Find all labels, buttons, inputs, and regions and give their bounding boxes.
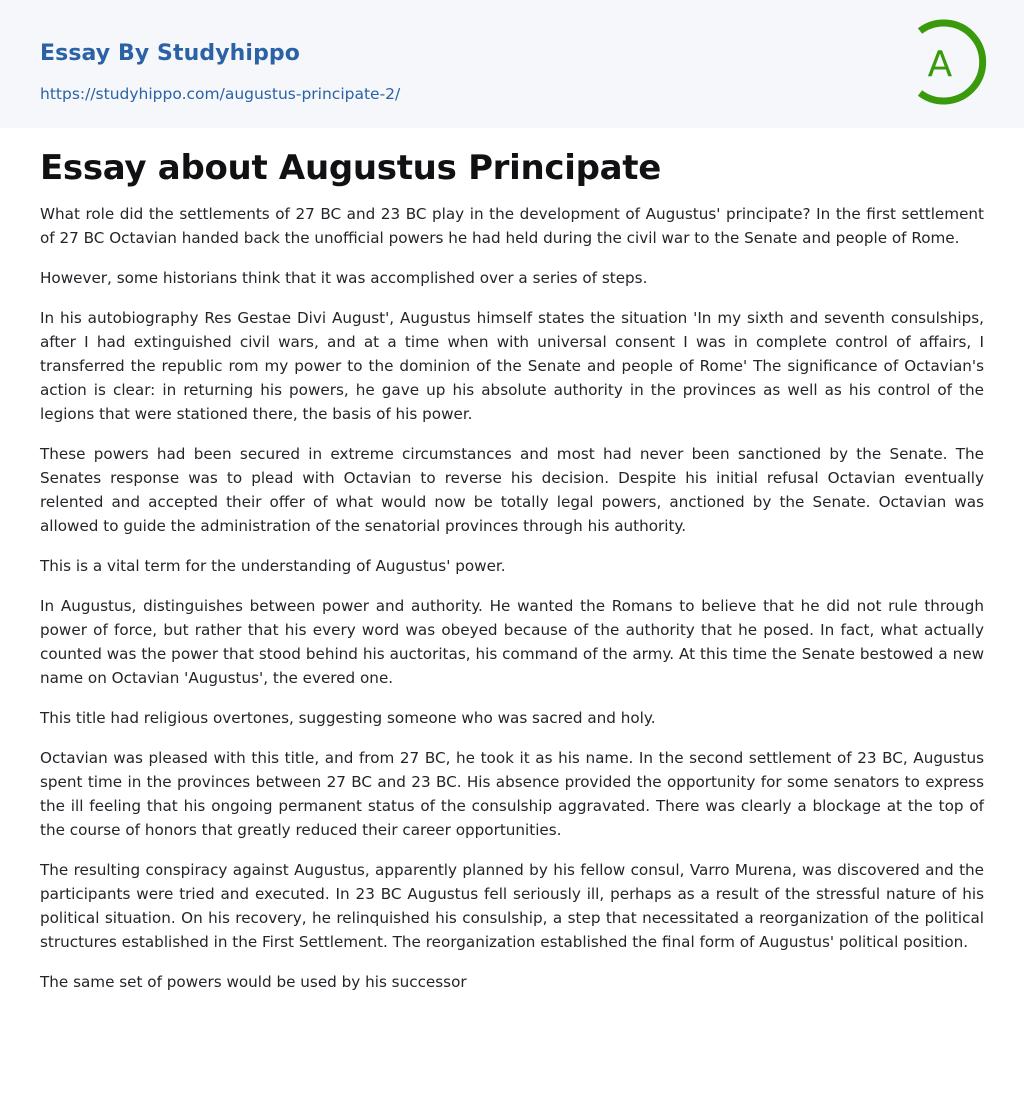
logo-letter: A	[927, 44, 953, 85]
studyhippo-logo-icon	[912, 18, 988, 106]
brand-title: Essay By Studyhippo	[40, 41, 300, 66]
essay-paragraph: In Augustus, distinguishes between power and authority. He wanted the Romans to believe that he did not rule through power of force, but rather that his every word was obeyed because of the authority that he posed. In fact, what actually counted was the power that stood behind his auctoritas, his command of the army. At this time the Senate bestowed a new name on Octavian 'Augustus', the evered one.	[40, 597, 984, 687]
essay-paragraph: The same set of powers would be used by his successor	[40, 973, 467, 991]
essay-paragraph: These powers had been secured in extreme circumstances and most had never been sanctioned by the Senate. The Senates response was to plead with Octavian to reverse his decision. Despite his initial refusal Octavian eventually relented and accepted their offer of what would now be totally legal powers, anctioned by the Senate. Octavian was allowed to guide the administration of the senatorial provinces through his authority.	[40, 445, 984, 535]
essay-paragraph: The resulting conspiracy against Augustus, apparently planned by his fellow consul, Varro Murena, was discovered and the participants were tried and executed. In 23 BC Augustus fell seriously ill, perhaps as a result of the stressful nature of his political situation. On his recovery, he relinquished his consulship, a step that necessitated a reorganization of the political structures established in the First Settlement. The reorganization established the final form of Augustus' political position.	[40, 861, 984, 951]
essay-paragraph: This title had religious overtones, suggesting someone who was sacred and holy.	[40, 709, 656, 727]
essay-paragraph: However, some historians think that it was accomplished over a series of steps.	[40, 269, 648, 287]
essay-paragraph: This is a vital term for the understanding of Augustus' power.	[40, 557, 506, 575]
essay-paragraph: In his autobiography Res Gestae Divi August', Augustus himself states the situation 'In my sixth and seventh consulships, after I had extinguished civil wars, and at a time when with universal consent I was in complete control of affairs, I transferred the republic rom my power to the dominion of the Senate and people of Rome' The significance of Octavian's action is clear: in returning his powers, he gave up his absolute authority in the provinces as well as his control of the legions that were stationed there, the basis of his power.	[40, 309, 984, 423]
essay-paragraph: What role did the settlements of 27 BC and 23 BC play in the development of Augustus' principate? In the first settlement of 27 BC Octavian handed back the unofficial powers he had held during the civil war to the Senate and people of Rome.	[40, 205, 984, 247]
site-header	[0, 0, 1024, 128]
page-title: Essay about Augustus Principate	[40, 148, 662, 188]
essay-url-link[interactable]: https://studyhippo.com/augustus-principate-2/	[40, 85, 401, 103]
essay-paragraph: Octavian was pleased with this title, and from 27 BC, he took it as his name. In the second settlement of 23 BC, Augustus spent time in the provinces between 27 BC and 23 BC. His absence provided the opportunity for some senators to express the ill feeling that his ongoing permanent status of the consulship aggravated. There was clearly a blockage at the top of the course of honors that greatly reduced their career opportunities.	[40, 749, 984, 839]
essay-content	[40, 146, 984, 1010]
